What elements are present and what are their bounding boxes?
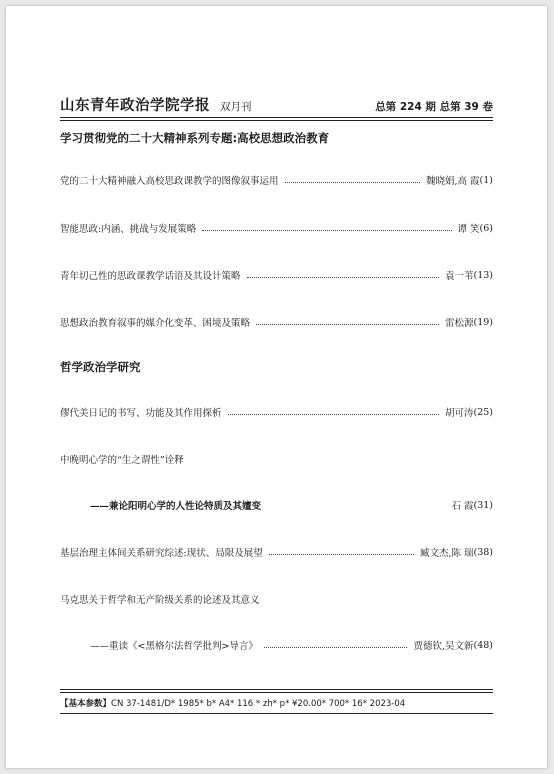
leader-dots: [269, 554, 414, 555]
article-page: (48): [473, 639, 493, 651]
footer-rule: [60, 689, 493, 690]
article-title: 党的二十大精神融入高校思政课教学的图像叙事运用: [60, 176, 279, 187]
article-title: 青年切己性的思政课教学话语及其设计策略: [60, 271, 241, 282]
toc-entry-subtitle[interactable]: [90, 638, 493, 652]
issue-number: 总第 224 期 总第 39 卷: [375, 101, 493, 113]
header-rule-thin: [60, 120, 493, 121]
article-author: 袁一苇: [444, 271, 474, 282]
document-page: [6, 6, 547, 768]
spacer: [267, 507, 445, 508]
leader-dots: [285, 182, 420, 183]
article-page: (25): [473, 406, 493, 418]
article-page: (13): [473, 269, 493, 281]
article-author: 贾德钦,吴文新: [413, 641, 474, 652]
article-page: (38): [473, 546, 493, 558]
toc-entry[interactable]: [60, 268, 493, 282]
article-title: 智能思政:内涵、挑战与发展策略: [60, 224, 197, 235]
leader-dots: [264, 647, 408, 648]
article-title: 思想政治教育叙事的媒介化变革、困境及策略: [60, 318, 251, 329]
toc-entry[interactable]: [60, 221, 493, 235]
em-dash: ——: [90, 641, 109, 652]
em-dash: ——: [90, 501, 109, 512]
article-title: 僇代美日记的书写、功能及其作用探析: [60, 408, 222, 419]
article-page: (31): [473, 499, 493, 511]
toc-entry-subtitle[interactable]: [90, 498, 493, 512]
toc-entry[interactable]: [60, 173, 493, 187]
parameters-text: CN 37-1481/D* 1985* b* A4* 116 * zh* p* ¥20.00* 700* 16* 2023-04: [111, 699, 406, 709]
footer-rule-bottom: [60, 713, 493, 714]
basic-parameters: [60, 697, 493, 709]
article-subtitle: 兼论阳明心学的人性论特质及其嬗变: [109, 501, 262, 512]
toc-entry[interactable]: [60, 405, 493, 419]
leader-dots: [247, 277, 439, 278]
journal-header: [60, 94, 493, 115]
article-subtitle: 重读《<黑格尔法哲学批判>导言》: [109, 641, 258, 652]
article-page: (19): [473, 316, 493, 328]
toc-entry[interactable]: [60, 315, 493, 329]
article-author: 雷松源: [444, 318, 474, 329]
leader-dots: [228, 414, 439, 415]
header-rule: [60, 117, 493, 118]
article-title[interactable]: 中晚明心学的“生之谓性”诠释: [60, 455, 184, 466]
article-title[interactable]: 马克思关于哲学和无产阶级关系的论述及其意义: [60, 595, 260, 606]
section-title: 哲学政治学研究: [60, 360, 141, 374]
section-title: 学习贯彻党的二十大精神系列专题:高校思想政治教育: [60, 131, 330, 145]
article-author: 谭 笑: [457, 224, 480, 235]
journal-title: 山东青年政治学院学报: [60, 98, 210, 114]
article-author: 魏晓娟,高 霞: [425, 176, 480, 187]
article-author: 石 霞: [451, 501, 474, 512]
footer-rule-thin: [60, 692, 493, 693]
leader-dots: [256, 324, 439, 325]
article-page: (1): [479, 174, 493, 186]
article-author: 臧文杰,陈 瑞: [419, 548, 474, 559]
article-page: (6): [479, 222, 493, 234]
article-author: 胡可涛: [444, 408, 474, 419]
journal-frequency: 双月刊: [220, 101, 252, 113]
toc-entry[interactable]: [60, 545, 493, 559]
article-title: 基层治理主体间关系研究综述:现状、局限及展望: [60, 548, 263, 559]
parameters-label: 【基本参数】: [60, 699, 112, 709]
leader-dots: [202, 230, 451, 231]
